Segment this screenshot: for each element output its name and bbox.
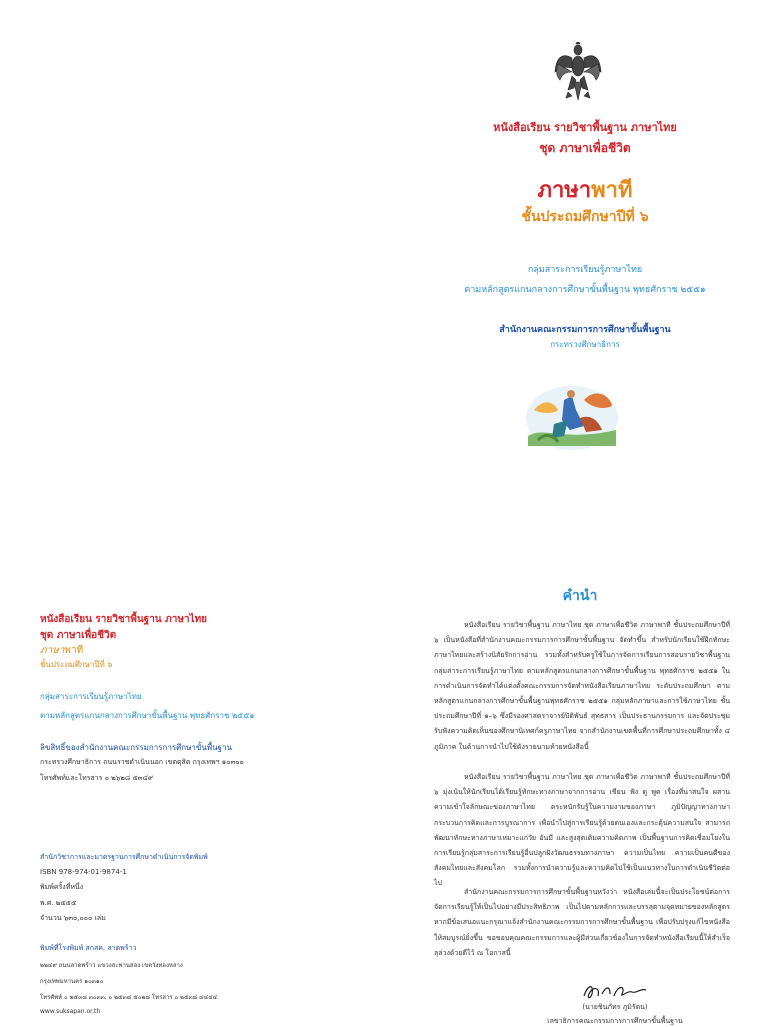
- publishing-unit: สำนักวิชาการและมาตรฐานการศึกษาดำเนินการจัดพิมพ์: [40, 853, 208, 861]
- colophon-title-part1: ภาษา: [40, 645, 65, 656]
- printing-year: พ.ศ. ๒๕๕๕: [40, 899, 77, 907]
- colophon-series: ชุด ภาษาเพื่อชีวิต: [40, 630, 117, 641]
- office-tel: โทรศัพท์และโทรสาร ๐ ๒๖๒๘ ๕๓๔๙: [40, 774, 153, 782]
- isbn: ISBN 978-974-01-9874-1: [40, 868, 127, 876]
- series-heading: ชุด ภาษาเพื่อชีวิต: [539, 141, 631, 155]
- signer-name: (นายชินภัทร ภูมิรัตน): [582, 1003, 648, 1011]
- signer-position: เลขาธิการคณะกรรมการการศึกษาขั้นพื้นฐาน: [547, 1017, 683, 1025]
- grade-heading: ชั้นประถมศึกษาปีที่ ๖: [521, 209, 649, 225]
- colophon-title-part2: พาที: [64, 645, 84, 656]
- office-name: สำนักงานคณะกรรมการการศึกษาขั้นพื้นฐาน: [499, 325, 671, 335]
- signature-image: [580, 980, 650, 1002]
- printing-quantity: จำนวน ๖๓๐,๐๐๐ เล่ม: [40, 914, 106, 922]
- ministry-name: กระทรวงศึกษาธิการ: [550, 340, 620, 349]
- book-title: [0, 172, 768, 207]
- book-title-part1: ภาษา: [537, 177, 592, 203]
- colophon-curriculum: ตามหลักสูตรแกนกลางการศึกษาขั้นพื้นฐาน พุทธศักราช ๒๕๕๑: [40, 711, 255, 720]
- foreword-paragraph-1: หนังสือเรียน รายวิชาพื้นฐาน ภาษาไทย ชุด ภาษาเพื่อชีวิต ภาษาพาที ชั้นประถมศึกษาปีที่ ๖ เป็นหนังสือที่สำนักงานคณะกรรมการการศึกษาขั้นพื้นฐาน จัดทำขึ้น สำหรับนักเรียนใช้ฝึกทักษะภาษาไทยและสร้างนิสัยรักการอ่าน รวมทั้งสำหรับครูใช้ในการจัดการเรียนการสอนรายวิชาพื้นฐาน กลุ่มสาระการเรียนรู้ภาษาไทย ตามหลักสูตรแกนกลางการศึกษาขั้นพื้นฐาน พุทธศักราช ๒๕๕๑ ในการดำเนินการจัดทำได้แต่งตั้งคณะกรรมการจัดทำหนังสือเรียนภาษาไทย ระดับประถมศึกษา ตามหลักสูตรแกนกลางการศึกษาขั้นพื้นฐานพุทธศักราช ๒๕๕๑ กลุ่มหลักภาษาและการใช้ภาษาไทย ชั้นประถมศึกษาปีที่ ๑–๖ ซึ่งมีรองศาสตราจารย์ปิติพันธ์ สุทธสาร เป็นประธานกรรมการ และจัดประชุมรับฟังความคิดเห็นของศึกษานิเทศก์ครูภาษาไทย จากสำนักงานเขตพื้นที่การศึกษาประถมศึกษาทั้ง ๔ ภูมิภาค ในด้านการนำไปใช้ดังรายนามท้ายหนังสือนี้: [434, 621, 730, 751]
- learning-group: กลุ่มสาระการเรียนรู้ภาษาไทย: [527, 265, 643, 275]
- printer-tel: โทรศัพท์ ๐ ๒๕๓๘ ๓๐๓๓, ๐ ๒๕๓๘ ๕๐๒๘ โทรสาร ๐ ๒๕๓๘ ๔๔๔๔: [40, 994, 218, 1001]
- book-title-part2: พาที: [591, 177, 633, 203]
- copyright-notice: ลิขสิทธิ์ของสำนักงานคณะกรรมการการศึกษาขั้นพื้นฐาน: [40, 743, 232, 752]
- foreword-heading: คำนำ: [562, 588, 598, 604]
- colophon-book-type: หนังสือเรียน รายวิชาพื้นฐาน ภาษาไทย: [40, 614, 208, 625]
- website-link[interactable]: www.suksapan.or.th: [40, 1008, 101, 1015]
- printer-name: พิมพ์ที่โรงพิมพ์ สกสค. ลาดพร้าว: [40, 944, 137, 952]
- garuda-emblem-icon: [554, 42, 602, 104]
- cover-illustration: [524, 380, 620, 452]
- colophon-grade: ชั้นประถมศึกษาปีที่ ๖: [40, 660, 113, 669]
- curriculum: ตามหลักสูตรแกนกลางการศึกษาขั้นพื้นฐาน พุทธศักราช ๒๕๕๑: [464, 285, 706, 295]
- printing-edition: พิมพ์ครั้งที่หนึ่ง: [40, 883, 84, 891]
- office-address: กระทรวงศึกษาธิการ ถนนราชดำเนินนอก เขตดุสิต กรุงเทพฯ ๑๐๓๐๐: [40, 758, 244, 766]
- colophon-learning-group: กลุ่มสาระการเรียนรู้ภาษาไทย: [40, 692, 142, 701]
- colophon-title: [40, 643, 83, 658]
- printer-address-line1: ๒๒๔๙ ถนนลาดพร้าว แขวงสะพานสอง เขตวังทองหลาง: [40, 962, 183, 969]
- foreword-paragraph-3: สำนักงานคณะกรรมการการศึกษาขั้นพื้นฐานหวังว่า หนังสือเล่มนี้จะเป็นประโยชน์ต่อการจัดการเรียนรู้ให้เป็นไปอย่างมีประสิทธิภาพ เป็นไปตามหลักการและบรรลุตามจุดหมายของหลักสูตร หากมีข้อเสนอแนะกรุณาแจ้งสำนักงานคณะกรรมการการศึกษาขั้นพื้นฐาน เพื่อปรับปรุงแก้ไขหนังสือให้สมบูรณ์ยิ่งขึ้น ขอขอบคุณคณะกรรมการและผู้มีส่วนเกี่ยวข้องในการจัดทำหนังสือเรียนนี้ให้สำเร็จลุล่วงด้วยดีไว้ ณ โอกาสนี้: [434, 888, 730, 957]
- foreword-paragraph-2: หนังสือเรียน รายวิชาพื้นฐาน ภาษาไทย ชุด ภาษาเพื่อชีวิต ภาษาพาที ชั้นประถมศึกษาปีที่ ๖ มุ่งเน้นให้นักเรียนได้เรียนรู้ทักษะทางภาษาจากการอ่าน เขียน ฟัง ดู พูด เรื่องที่น่าสนใจ ผสานความเข้าใจลักษณะของภาษาไทย ตระหนักรับรู้ในความงามของภาษา ภูมิปัญญาทางภาษา กระบวนการคิดและการบูรณาการ เพื่อนำไปสู่การเรียนรู้ด้วยตนเองและกระตุ้นความสนใจ สามารถพัฒนาทักษะทางภาษาเหมาะแก่วัย อันมี และสูงสุดเติมความคิดภาพ เป็นพื้นฐานการคิดเชื่อมโยงในการเรียนรู้กลุ่มสาระการเรียนรู้อื่นปลูกฝังวัฒนธรรมทางภาษา ความเป็นไทย ความเป็นคนดีของสังคมไทยและสังคมโลก รวมทั้งการนำความรู้และความคิดไปใช้เป็นแนวทางในการดำเนินชีวิตต่อไป: [434, 773, 730, 888]
- book-type-heading: หนังสือเรียน รายวิชาพื้นฐาน ภาษาไทย: [493, 121, 677, 134]
- printer-address-line2: กรุงเทพมหานคร ๑๐๓๑๐: [40, 978, 104, 985]
